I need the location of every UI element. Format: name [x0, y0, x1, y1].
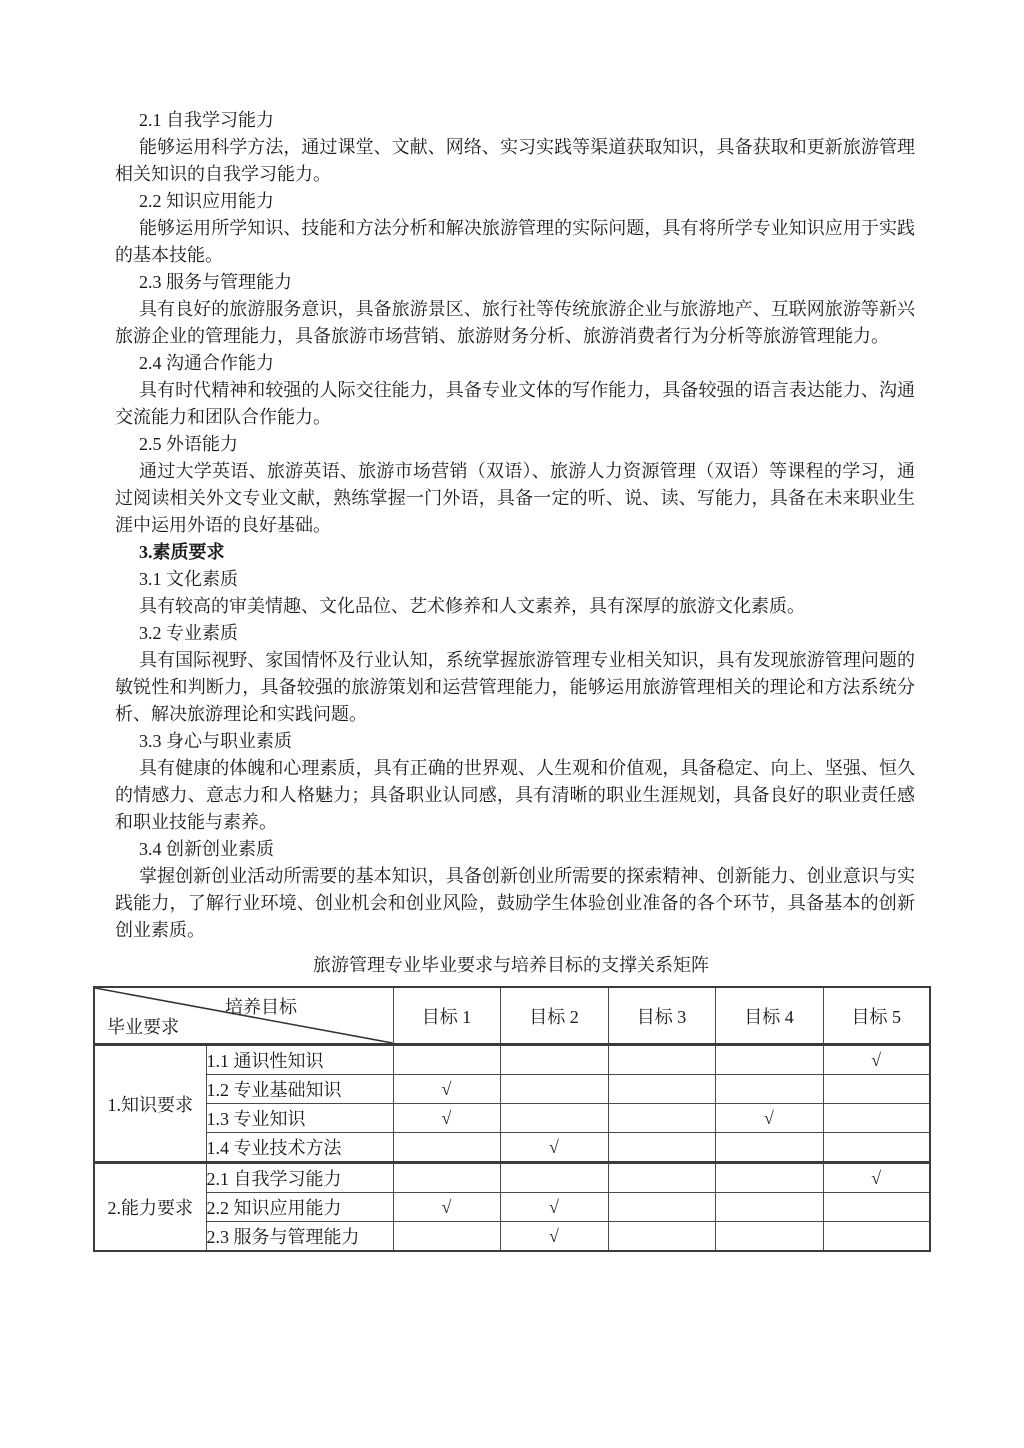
- check-mark-cell: √: [500, 1193, 608, 1222]
- empty-cell: [715, 1075, 823, 1104]
- goal-column-header: 目标 2: [500, 987, 608, 1045]
- goal-column-header: 目标 1: [393, 987, 500, 1045]
- requirement-label-cell: 2.1 自我学习能力: [206, 1163, 393, 1193]
- body-paragraph: 能够运用所学知识、技能和方法分析和解决旅游管理的实际问题，具有将所学专业知识应用于实践的基本技能。: [115, 218, 915, 265]
- empty-cell: [608, 1045, 715, 1075]
- sub-heading: 2.1 自我学习能力: [139, 110, 274, 130]
- empty-cell: [500, 1045, 608, 1075]
- corner-header-cell: [94, 987, 393, 1045]
- sub-heading: 2.2 知识应用能力: [139, 191, 274, 211]
- requirement-label-cell: 2.2 知识应用能力: [206, 1193, 393, 1222]
- empty-cell: [823, 1104, 930, 1133]
- group-label-cell: 1.知识要求: [94, 1045, 206, 1163]
- empty-cell: [715, 1193, 823, 1222]
- empty-cell: [608, 1104, 715, 1133]
- sub-heading: 3.2 专业素质: [139, 623, 238, 643]
- check-mark-cell: √: [500, 1133, 608, 1163]
- group-label-cell: 2.能力要求: [94, 1163, 206, 1252]
- empty-cell: [500, 1075, 608, 1104]
- goal-column-header: 目标 5: [823, 987, 930, 1045]
- empty-cell: [715, 1163, 823, 1193]
- body-paragraph: 具有健康的体魄和心理素质，具有正确的世界观、人生观和价值观，具备稳定、向上、坚强、恒久的情感力、意志力和人格魅力；具备职业认同感，具有清晰的职业生涯规划，具备良好的职业责任感和职业技能与素养。: [115, 758, 915, 832]
- goal-column-header: 目标 3: [608, 987, 715, 1045]
- check-mark-cell: √: [393, 1075, 500, 1104]
- body-paragraph: 具有良好的旅游服务意识，具备旅游景区、旅行社等传统旅游企业与旅游地产、互联网旅游等新兴旅游企业的管理能力，具备旅游市场营销、旅游财务分析、旅游消费者行为分析等旅游管理能力。: [115, 299, 915, 346]
- check-mark-cell: √: [715, 1104, 823, 1133]
- check-mark-cell: √: [500, 1222, 608, 1252]
- matrix-header-row: [94, 987, 930, 1045]
- requirement-label-cell: 1.4 专业技术方法: [206, 1133, 393, 1163]
- section-heading: 3.素质要求: [139, 542, 225, 562]
- sub-heading: 2.4 沟通合作能力: [139, 353, 274, 373]
- empty-cell: [823, 1193, 930, 1222]
- empty-cell: [823, 1222, 930, 1252]
- sub-heading: 3.4 创新创业素质: [139, 839, 274, 859]
- empty-cell: [823, 1075, 930, 1104]
- empty-cell: [715, 1222, 823, 1252]
- goal-column-header: 目标 4: [715, 987, 823, 1045]
- check-mark-cell: √: [823, 1045, 930, 1075]
- sub-heading: 2.5 外语能力: [139, 434, 238, 454]
- check-mark-cell: √: [823, 1163, 930, 1193]
- document-body: [115, 107, 915, 944]
- sub-heading: 2.3 服务与管理能力: [139, 272, 292, 292]
- empty-cell: [393, 1045, 500, 1075]
- empty-cell: [608, 1075, 715, 1104]
- matrix-body: [94, 1045, 930, 1252]
- body-paragraph: 掌握创新创业活动所需要的基本知识，具备创新创业所需要的探索精神、创新能力、创业意识与实践能力，了解行业环境、创业机会和创业风险，鼓励学生体验创业准备的各个环节，具备基本的创新创业素质。: [115, 866, 915, 940]
- table-row: [94, 1133, 930, 1163]
- table-title: 旅游管理专业毕业要求与培养目标的支撑关系矩阵: [313, 955, 709, 975]
- body-paragraph: 能够运用科学方法，通过课堂、文献、网络、实习实践等渠道获取知识，具备获取和更新旅游管理相关知识的自我学习能力。: [115, 137, 915, 184]
- body-paragraph: 具有国际视野、家国情怀及行业认知，系统掌握旅游管理专业相关知识，具有发现旅游管理问题的敏锐性和判断力，具备较强的旅游策划和运营管理能力，能够运用旅游管理相关的理论和方法系统分析、解决旅游理论和实践问题。: [115, 650, 915, 724]
- table-row: [94, 1193, 930, 1222]
- requirement-label-cell: 1.3 专业知识: [206, 1104, 393, 1133]
- support-matrix-table: [93, 986, 931, 1252]
- empty-cell: [608, 1222, 715, 1252]
- corner-label-objectives: 培养目标: [225, 997, 297, 1017]
- table-row: [94, 1222, 930, 1252]
- corner-label-requirements: 毕业要求: [107, 1017, 179, 1037]
- table-row: [94, 1104, 930, 1133]
- support-matrix-section: [93, 952, 929, 1252]
- table-row: [94, 1163, 930, 1193]
- requirement-label-cell: 1.1 通识性知识: [206, 1045, 393, 1075]
- empty-cell: [500, 1163, 608, 1193]
- sub-heading: 3.3 身心与职业素质: [139, 731, 292, 751]
- body-paragraph: 具有时代精神和较强的人际交往能力，具备专业文体的写作能力，具备较强的语言表达能力、沟通交流能力和团队合作能力。: [115, 380, 915, 427]
- sub-heading: 3.1 文化素质: [139, 569, 238, 589]
- empty-cell: [608, 1163, 715, 1193]
- body-paragraph: 通过大学英语、旅游英语、旅游市场营销（双语）、旅游人力资源管理（双语）等课程的学习，通过阅读相关外文专业文献，熟练掌握一门外语，具备一定的听、说、读、写能力，具备在未来职业生涯中运用外语的良好基础。: [115, 461, 915, 535]
- empty-cell: [393, 1163, 500, 1193]
- table-row: [94, 1075, 930, 1104]
- empty-cell: [715, 1045, 823, 1075]
- empty-cell: [500, 1104, 608, 1133]
- requirement-label-cell: 2.3 服务与管理能力: [206, 1222, 393, 1252]
- empty-cell: [715, 1133, 823, 1163]
- check-mark-cell: √: [393, 1104, 500, 1133]
- empty-cell: [823, 1133, 930, 1163]
- body-paragraph: 具有较高的审美情趣、文化品位、艺术修养和人文素养，具有深厚的旅游文化素质。: [139, 596, 805, 616]
- requirement-label-cell: 1.2 专业基础知识: [206, 1075, 393, 1104]
- check-mark-cell: √: [393, 1193, 500, 1222]
- empty-cell: [608, 1133, 715, 1163]
- table-row: [94, 1045, 930, 1075]
- empty-cell: [393, 1133, 500, 1163]
- empty-cell: [393, 1222, 500, 1252]
- empty-cell: [608, 1193, 715, 1222]
